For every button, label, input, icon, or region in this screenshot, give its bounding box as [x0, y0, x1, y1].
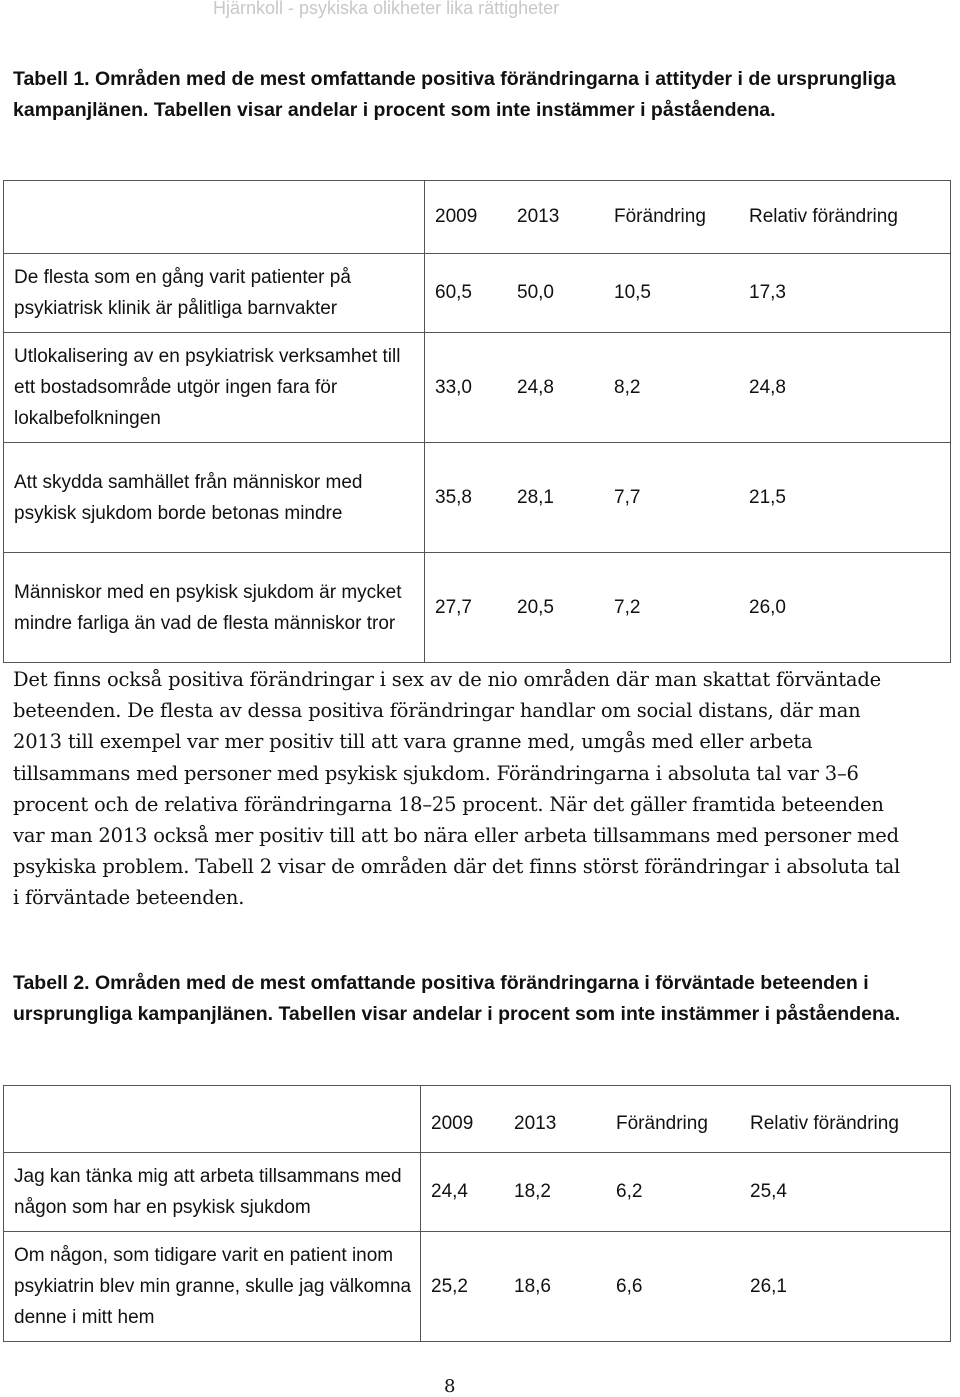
header-title: Hjärnkoll - psykiska olikheter lika rättigheter: [213, 0, 560, 18]
value-2009: 27,7: [435, 596, 472, 618]
table2-col-2013: 2013: [514, 1113, 557, 1134]
row-label: Jag kan tänka mig att arbeta tillsammans med någon som har en psykisk sjukdom: [4, 1153, 421, 1232]
value-2013: 50,0: [517, 282, 554, 303]
table2: [3, 1085, 951, 1342]
table1-caption: Tabell 1. Områden med de mest omfattande positiva förändringarna i attityder i de ursprungliga kampanjlänen. Tabellen visar andelar i procent som inte instämmer i påståendena.: [13, 68, 896, 121]
table1-col-change: Förändring: [614, 206, 706, 227]
table-row: [4, 254, 951, 333]
row-label: Om någon, som tidigare varit en patient inom psykiatrin blev min granne, skulle jag välkomna denne i mitt hem: [4, 1232, 421, 1342]
table-row: [4, 1232, 951, 1342]
row-values: [421, 1232, 951, 1342]
row-values: [425, 443, 951, 553]
row-values: [425, 333, 951, 443]
table-row: [4, 333, 951, 443]
table1-header-row: [4, 181, 951, 254]
table1: [3, 180, 951, 663]
value-relative-change: 24,8: [749, 376, 786, 398]
table-row: [4, 553, 951, 663]
value-change: 6,6: [616, 1275, 643, 1297]
table2-col-2009: 2009: [431, 1113, 474, 1134]
body-paragraph: Det finns också positiva förändringar i sex av de nio områden där man skattat förväntade beteenden. De flesta av dessa positiva förändringar handlar om social distans, där man 2013 till exempel var mer positiv till att vara granne med, umgås med eller arbeta tillsammans med personer med psykisk sjukdom. Förändringarna i absoluta tal var 3–6 procent och de relativa förändringarna 18–25 procent. När det gäller framtida beteenden var man 2013 också mer positiv till att bo nära eller arbeta tillsammans med personer med psykiska problem. Tabell 2 visar de områden där det finns störst förändringar i absoluta tal i förväntade beteenden.: [13, 668, 901, 910]
value-2009: 60,5: [435, 282, 472, 303]
table1-header-values: [425, 181, 951, 254]
table1-col-2009: 2009: [435, 206, 478, 227]
value-2009: 25,2: [431, 1275, 468, 1297]
value-change: 7,7: [614, 486, 641, 508]
row-label: Att skydda samhället från människor med psykisk sjukdom borde betonas mindre: [4, 443, 425, 553]
value-2013: 20,5: [517, 596, 554, 618]
value-2013: 28,1: [517, 486, 554, 508]
table2-col-relative-change: Relativ förändring: [750, 1113, 899, 1134]
row-values: [421, 1153, 951, 1232]
value-change: 10,5: [614, 282, 651, 303]
table-row: [4, 1153, 951, 1232]
value-relative-change: 17,3: [749, 282, 786, 303]
table1-corner-cell: [4, 181, 425, 254]
value-change: 6,2: [616, 1181, 643, 1202]
value-2013: 18,2: [514, 1181, 551, 1202]
row-values: [425, 553, 951, 663]
value-2009: 24,4: [431, 1181, 468, 1202]
value-relative-change: 21,5: [749, 486, 786, 508]
value-2013: 18,6: [514, 1275, 551, 1297]
table2-caption: Tabell 2. Områden med de mest omfattande positiva förändringarna i förväntade beteenden i ursprungliga kampanjlänen. Tabellen visar andelar i procent som inte instämmer i påståendena.: [13, 972, 901, 1025]
value-2009: 33,0: [435, 376, 472, 398]
table2-corner-cell: [4, 1086, 421, 1153]
table2-col-change: Förändring: [616, 1113, 708, 1134]
value-relative-change: 25,4: [750, 1181, 787, 1202]
row-label: Människor med en psykisk sjukdom är mycket mindre farliga än vad de flesta människor tror: [4, 553, 425, 663]
page-number: 8: [444, 1376, 456, 1397]
table2-header-values: [421, 1086, 951, 1153]
row-values: [425, 254, 951, 333]
value-change: 7,2: [614, 596, 641, 618]
value-relative-change: 26,0: [749, 596, 786, 618]
value-2013: 24,8: [517, 376, 554, 398]
row-label: De flesta som en gång varit patienter på psykiatrisk klinik är pålitliga barnvakter: [4, 254, 425, 333]
value-relative-change: 26,1: [750, 1275, 787, 1297]
table2-header-row: [4, 1086, 951, 1153]
row-label: Utlokalisering av en psykiatrisk verksamhet till ett bostadsområde utgör ingen fara för lokalbefolkningen: [4, 333, 425, 443]
value-change: 8,2: [614, 376, 641, 398]
table1-col-relative-change: Relativ förändring: [749, 206, 898, 227]
table-row: [4, 443, 951, 553]
table1-col-2013: 2013: [517, 206, 560, 227]
value-2009: 35,8: [435, 486, 472, 508]
